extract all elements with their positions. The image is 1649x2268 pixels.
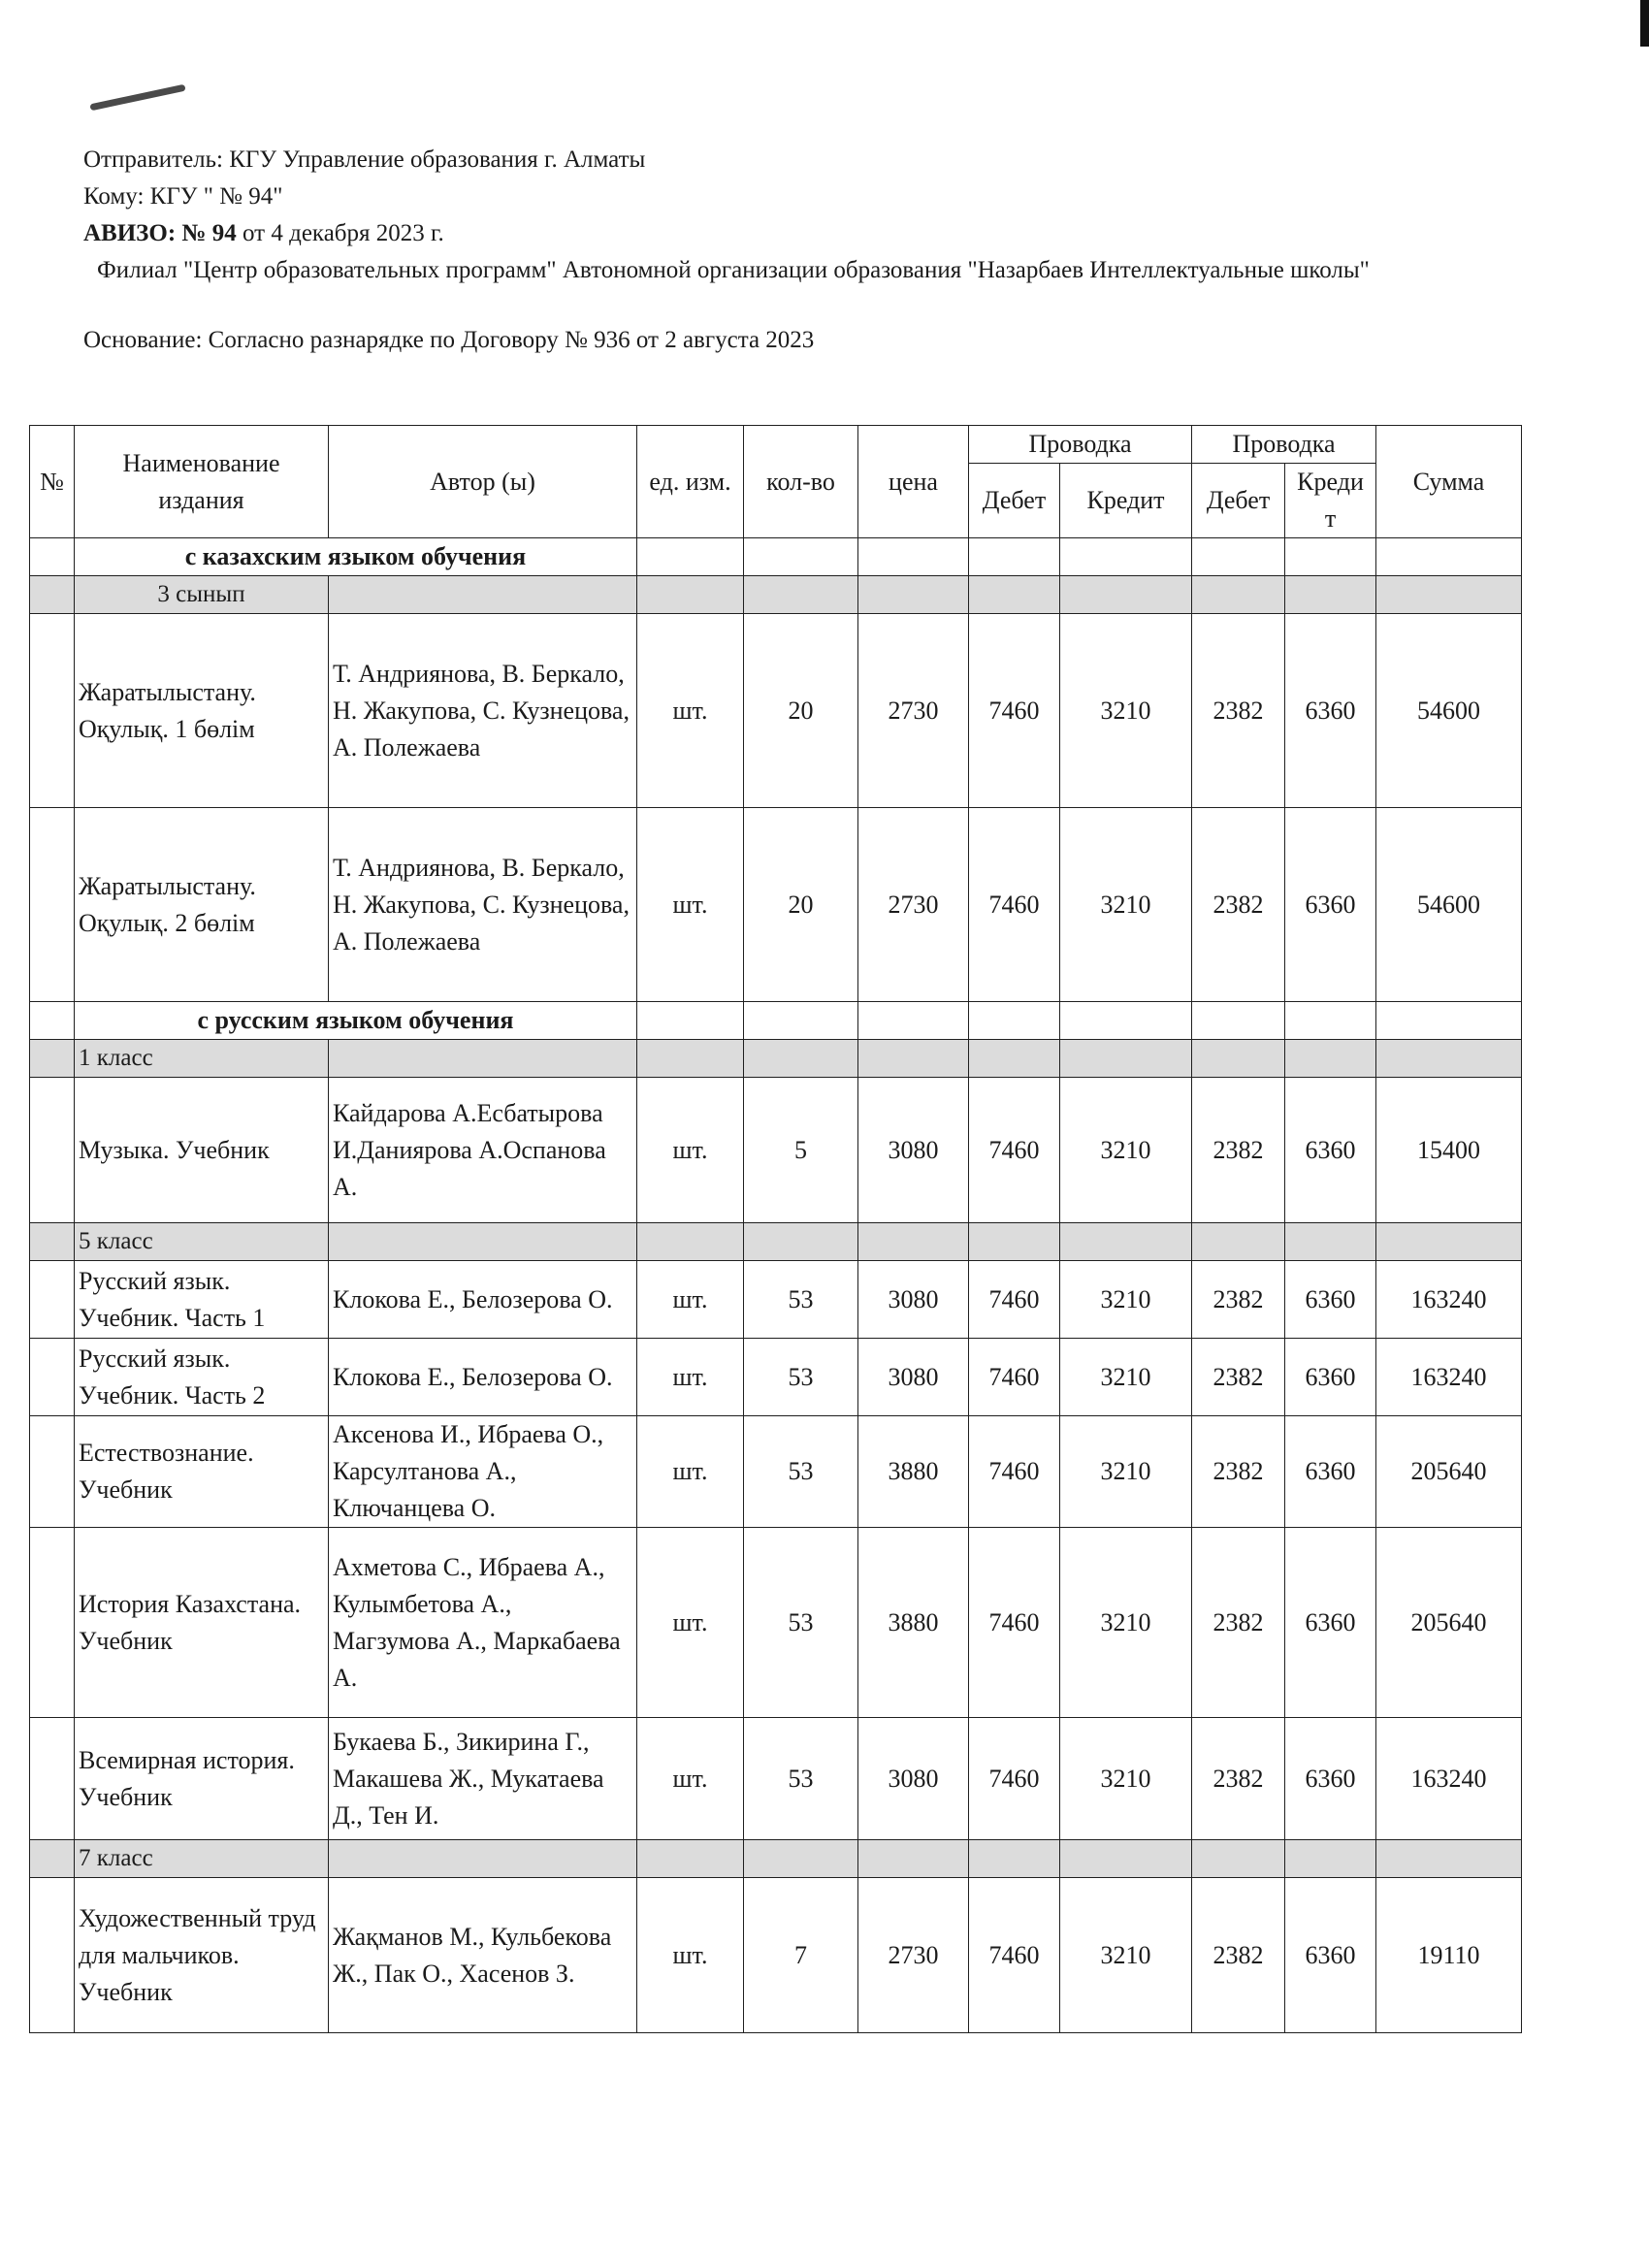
section-title: с русским языком обучения bbox=[75, 1002, 637, 1040]
item-credit-2: 6360 bbox=[1285, 808, 1376, 1002]
item-unit: шт. bbox=[637, 1078, 744, 1223]
col-name: Наименование издания bbox=[75, 426, 329, 538]
item-qty: 53 bbox=[744, 1261, 858, 1339]
item-credit-1: 3210 bbox=[1060, 614, 1192, 808]
item-price: 3880 bbox=[858, 1416, 969, 1528]
col-posting-2: Проводка bbox=[1192, 426, 1376, 464]
item-debit-2: 2382 bbox=[1192, 1718, 1285, 1840]
item-credit-1: 3210 bbox=[1060, 1416, 1192, 1528]
item-qty: 20 bbox=[744, 808, 858, 1002]
item-credit-1: 3210 bbox=[1060, 808, 1192, 1002]
aviso-table bbox=[29, 425, 1522, 2033]
item-credit-2: 6360 bbox=[1285, 1878, 1376, 2033]
aviso-date: от 4 декабря 2023 г. bbox=[236, 220, 444, 246]
item-debit-1: 7460 bbox=[969, 1078, 1060, 1223]
table-body bbox=[30, 538, 1522, 2033]
section-row bbox=[30, 1002, 1522, 1040]
item-price: 3080 bbox=[858, 1339, 969, 1416]
item-name: Музыка. Учебник bbox=[75, 1078, 329, 1223]
item-author: Т. Андриянова, В. Беркало, Н. Жакупова, С. Кузнецова, А. Полежаева bbox=[329, 808, 637, 1002]
group-title: 1 класс bbox=[75, 1040, 329, 1078]
item-author: Кайдарова А.Есбатырова И.Даниярова А.Оспанова А. bbox=[329, 1078, 637, 1223]
table-row bbox=[30, 1416, 1522, 1528]
item-debit-1: 7460 bbox=[969, 1528, 1060, 1718]
branch-line: Филиал "Центр образовательных программ" Автономной организации образования "Назарбаев Интеллектуальные школы" bbox=[97, 257, 1370, 283]
item-author: Букаева Б., Зикирина Г., Макашева Ж., Мукатаева Д., Тен И. bbox=[329, 1718, 637, 1840]
table-row bbox=[30, 1078, 1522, 1223]
item-qty: 7 bbox=[744, 1878, 858, 2033]
item-credit-2: 6360 bbox=[1285, 1339, 1376, 1416]
item-name: Всемирная история. Учебник bbox=[75, 1718, 329, 1840]
col-unit: ед. изм. bbox=[637, 426, 744, 538]
item-debit-2: 2382 bbox=[1192, 614, 1285, 808]
section-row bbox=[30, 538, 1522, 576]
item-author: Аксенова И., Ибраева О., Карсултанова А., Ключанцева О. bbox=[329, 1416, 637, 1528]
item-credit-2: 6360 bbox=[1285, 1528, 1376, 1718]
table-row bbox=[30, 614, 1522, 808]
item-credit-2: 6360 bbox=[1285, 1718, 1376, 1840]
item-debit-1: 7460 bbox=[969, 1718, 1060, 1840]
item-credit-1: 3210 bbox=[1060, 1718, 1192, 1840]
item-sum: 19110 bbox=[1376, 1878, 1522, 2033]
item-debit-2: 2382 bbox=[1192, 1528, 1285, 1718]
item-author: Клокова Е., Белозерова О. bbox=[329, 1261, 637, 1339]
col-price: цена bbox=[858, 426, 969, 538]
group-row bbox=[30, 1840, 1522, 1878]
item-unit: шт. bbox=[637, 614, 744, 808]
item-debit-2: 2382 bbox=[1192, 1416, 1285, 1528]
item-credit-2: 6360 bbox=[1285, 1261, 1376, 1339]
item-debit-2: 2382 bbox=[1192, 808, 1285, 1002]
table-row bbox=[30, 1878, 1522, 2033]
recipient-line: Кому: КГУ " № 94" bbox=[83, 183, 283, 210]
item-sum: 163240 bbox=[1376, 1718, 1522, 1840]
item-qty: 53 bbox=[744, 1416, 858, 1528]
item-price: 3080 bbox=[858, 1078, 969, 1223]
item-sum: 15400 bbox=[1376, 1078, 1522, 1223]
item-qty: 5 bbox=[744, 1078, 858, 1223]
item-qty: 20 bbox=[744, 614, 858, 808]
item-debit-1: 7460 bbox=[969, 614, 1060, 808]
col-qty: кол-во bbox=[744, 426, 858, 538]
basis-line: Основание: Согласно разнарядке по Договору № 936 от 2 августа 2023 bbox=[83, 327, 815, 353]
table-header-row bbox=[30, 426, 1522, 464]
section-title: с казахским языком обучения bbox=[75, 538, 637, 576]
item-name: Русский язык. Учебник. Часть 1 bbox=[75, 1261, 329, 1339]
table-row bbox=[30, 808, 1522, 1002]
item-credit-2: 6360 bbox=[1285, 1078, 1376, 1223]
item-unit: шт. bbox=[637, 1261, 744, 1339]
group-row bbox=[30, 576, 1522, 614]
item-name: Жаратылыстану. Оқулық. 2 бөлім bbox=[75, 808, 329, 1002]
item-price: 3880 bbox=[858, 1528, 969, 1718]
item-name: История Казахстана. Учебник bbox=[75, 1528, 329, 1718]
pen-mark bbox=[89, 84, 185, 112]
col-debit-2: Дебет bbox=[1192, 464, 1285, 538]
sender-line: Отправитель: КГУ Управление образования г. Алматы bbox=[83, 146, 646, 173]
item-price: 2730 bbox=[858, 808, 969, 1002]
item-sum: 54600 bbox=[1376, 614, 1522, 808]
col-num: № bbox=[30, 426, 75, 538]
item-debit-2: 2382 bbox=[1192, 1261, 1285, 1339]
item-credit-1: 3210 bbox=[1060, 1528, 1192, 1718]
item-debit-2: 2382 bbox=[1192, 1339, 1285, 1416]
item-price: 3080 bbox=[858, 1261, 969, 1339]
item-credit-1: 3210 bbox=[1060, 1078, 1192, 1223]
col-posting-1: Проводка bbox=[969, 426, 1192, 464]
item-price: 3080 bbox=[858, 1718, 969, 1840]
item-unit: шт. bbox=[637, 808, 744, 1002]
document-header bbox=[83, 142, 1597, 359]
item-qty: 53 bbox=[744, 1339, 858, 1416]
col-debit-1: Дебет bbox=[969, 464, 1060, 538]
item-unit: шт. bbox=[637, 1878, 744, 2033]
item-debit-1: 7460 bbox=[969, 1416, 1060, 1528]
item-unit: шт. bbox=[637, 1416, 744, 1528]
item-credit-1: 3210 bbox=[1060, 1339, 1192, 1416]
item-price: 2730 bbox=[858, 614, 969, 808]
item-qty: 53 bbox=[744, 1528, 858, 1718]
scan-edge bbox=[1640, 0, 1649, 47]
item-author: Т. Андриянова, В. Беркало, Н. Жакупова, С. Кузнецова, А. Полежаева bbox=[329, 614, 637, 808]
item-credit-2: 6360 bbox=[1285, 1416, 1376, 1528]
table-row bbox=[30, 1339, 1522, 1416]
item-sum: 205640 bbox=[1376, 1416, 1522, 1528]
item-name: Естествознание. Учебник bbox=[75, 1416, 329, 1528]
item-debit-2: 2382 bbox=[1192, 1878, 1285, 2033]
item-sum: 54600 bbox=[1376, 808, 1522, 1002]
item-credit-1: 3210 bbox=[1060, 1261, 1192, 1339]
item-author: Клокова Е., Белозерова О. bbox=[329, 1339, 637, 1416]
item-debit-1: 7460 bbox=[969, 1261, 1060, 1339]
table-row bbox=[30, 1718, 1522, 1840]
item-name: Жаратылыстану. Оқулық. 1 бөлім bbox=[75, 614, 329, 808]
item-credit-1: 3210 bbox=[1060, 1878, 1192, 2033]
group-title: 5 класс bbox=[75, 1223, 329, 1261]
item-author: Жақманов М., Кульбекова Ж., Пак О., Хасенов З. bbox=[329, 1878, 637, 2033]
item-price: 2730 bbox=[858, 1878, 969, 2033]
item-debit-1: 7460 bbox=[969, 808, 1060, 1002]
item-name: Художественный труд для мальчиков. Учебник bbox=[75, 1878, 329, 2033]
item-name: Русский язык. Учебник. Часть 2 bbox=[75, 1339, 329, 1416]
item-debit-1: 7460 bbox=[969, 1878, 1060, 2033]
table-row bbox=[30, 1528, 1522, 1718]
col-credit-1: Кредит bbox=[1060, 464, 1192, 538]
item-sum: 163240 bbox=[1376, 1339, 1522, 1416]
group-row bbox=[30, 1223, 1522, 1261]
aviso-number: АВИЗО: № 94 bbox=[83, 220, 237, 246]
item-unit: шт. bbox=[637, 1339, 744, 1416]
group-title: 7 класс bbox=[75, 1840, 329, 1878]
col-sum: Сумма bbox=[1376, 426, 1522, 538]
item-author: Ахметова С., Ибраева А., Кулымбетова А., Магзумова А., Маркабаева А. bbox=[329, 1528, 637, 1718]
col-credit-2: Креди т bbox=[1285, 464, 1376, 538]
item-unit: шт. bbox=[637, 1528, 744, 1718]
item-sum: 205640 bbox=[1376, 1528, 1522, 1718]
item-debit-1: 7460 bbox=[969, 1339, 1060, 1416]
item-qty: 53 bbox=[744, 1718, 858, 1840]
item-sum: 163240 bbox=[1376, 1261, 1522, 1339]
group-row bbox=[30, 1040, 1522, 1078]
table-row bbox=[30, 1261, 1522, 1339]
item-debit-2: 2382 bbox=[1192, 1078, 1285, 1223]
col-author: Автор (ы) bbox=[329, 426, 637, 538]
group-title: 3 сынып bbox=[75, 576, 329, 614]
aviso-line bbox=[83, 215, 1597, 252]
item-unit: шт. bbox=[637, 1718, 744, 1840]
item-credit-2: 6360 bbox=[1285, 614, 1376, 808]
